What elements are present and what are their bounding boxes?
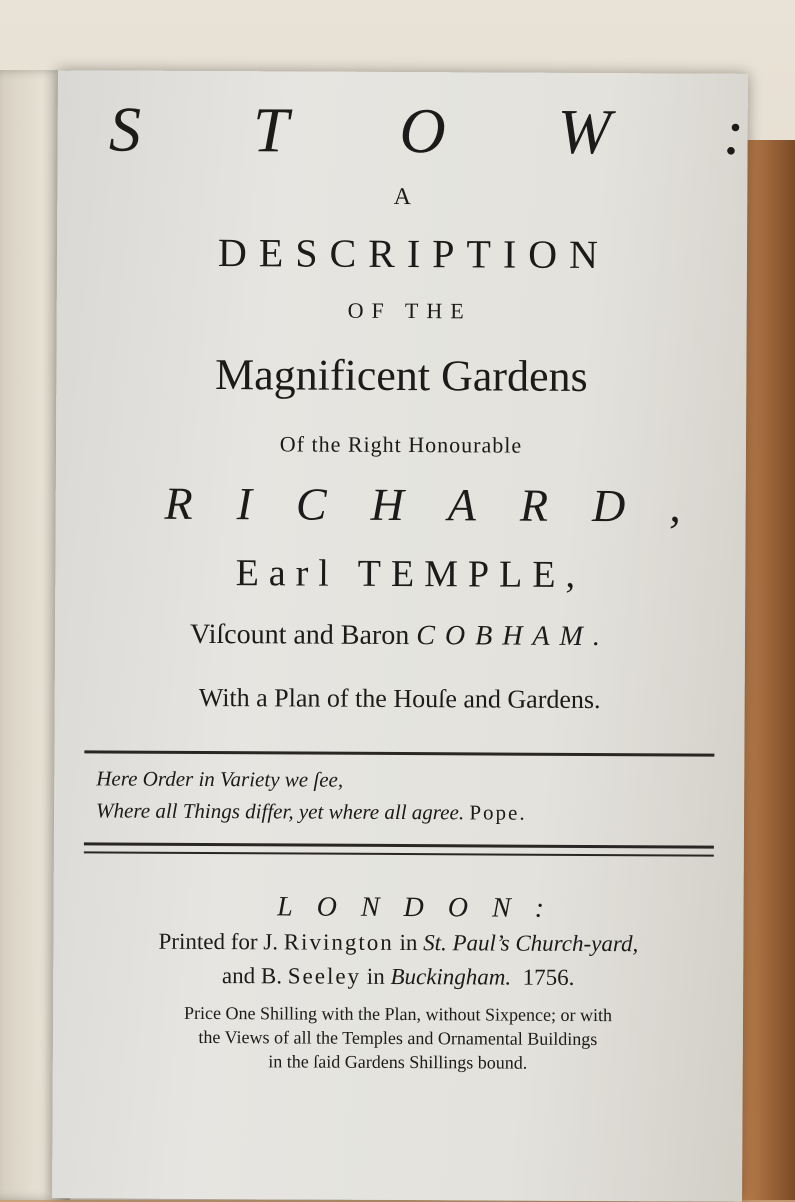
title-earl-temple: Earl TEMPLE,: [235, 552, 586, 596]
price-line-1: Price One Shilling with the Plan, without Sixpence; or with: [183, 1002, 613, 1026]
title-richard: RICHARD,: [164, 477, 725, 532]
imprint-year: 1756.: [522, 964, 575, 990]
printer-location: St. Paul’s Church-yard,: [423, 930, 639, 957]
title-page: [52, 70, 793, 1202]
divider-bottom-thin: [84, 851, 714, 856]
title-description: DESCRIPTION: [217, 230, 611, 278]
price-line-3: in the ſaid Gardens Shillings bound.: [268, 1051, 528, 1073]
epigraph-line-2: Where all Things differ, yet where all agree. Pope.: [96, 798, 527, 825]
title-a: A: [393, 183, 412, 211]
bookseller-location: Buckingham.: [390, 963, 512, 990]
epigraph-line-1: Here Order in Variety we ſee,: [96, 766, 344, 792]
price-line-2: the Views of all the Temples and Ornamental Buildings: [198, 1026, 598, 1050]
epigraph: [96, 762, 710, 829]
divider-top: [84, 750, 714, 756]
title-plan-line: With a Plan of the Houſe and Gardens.: [198, 682, 601, 715]
title-of-right-honourable: Of the Right Honourable: [279, 431, 523, 458]
divider-bottom: [84, 842, 714, 848]
bookseller-name: Seeley: [287, 963, 362, 989]
printer-name: Rivington: [283, 929, 394, 955]
title-viscount-line: [55, 618, 745, 654]
viscount-prefix: Viſcount and Baron: [190, 618, 417, 652]
title-stow: S T O W :: [108, 93, 793, 169]
price-note: [53, 1000, 743, 1076]
epigraph-attribution: Pope.: [469, 800, 527, 825]
title-of-the: OF THE: [347, 297, 472, 324]
cobham-name: COBHAM.: [416, 620, 610, 653]
imprint-printed-for: Printed for J. Rivington in St. Paul’s Church-yard,: [158, 928, 639, 957]
title-magnificent-gardens: Magnificent Gardens: [214, 350, 588, 401]
imprint-london: LONDON:: [277, 891, 569, 924]
imprint-seeley: and B. Seeley in Buckingham. 1756.: [221, 963, 575, 990]
